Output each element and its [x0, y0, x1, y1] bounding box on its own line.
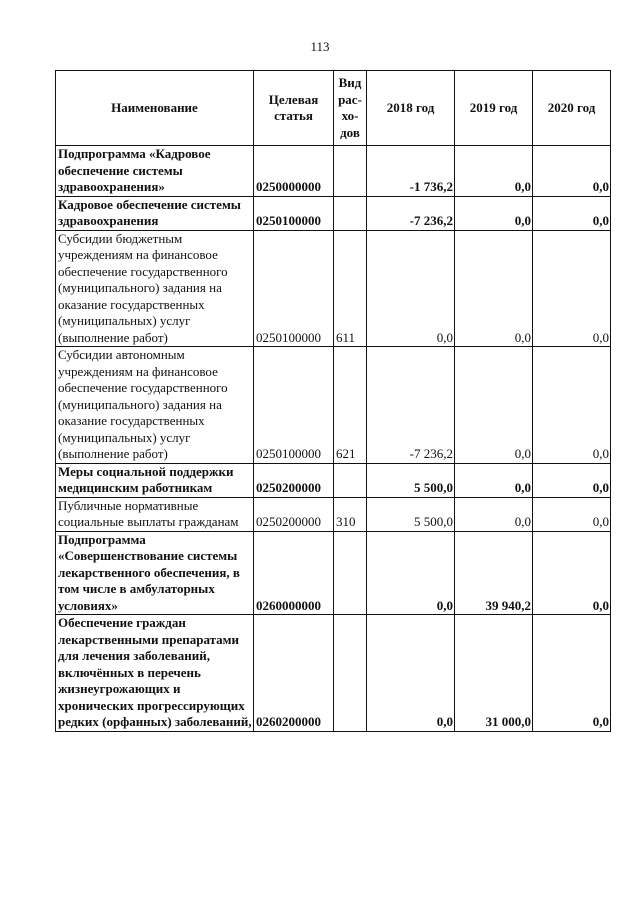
row-target: 0250000000: [254, 146, 334, 197]
row-2018: -1 736,2: [367, 146, 455, 197]
header-kind: Вид рас-хо-дов: [334, 71, 367, 146]
row-name: Подпрограмма «Совершенствование системы лекарственного обеспечения, в том числе в амбулаторных условиях»: [56, 531, 254, 615]
row-2019: 0,0: [455, 463, 533, 497]
table-header: [56, 71, 611, 146]
row-target: 0260000000: [254, 531, 334, 615]
header-2020: 2020 год: [533, 71, 611, 146]
row-name: Меры социальной поддержки медицинским работникам: [56, 463, 254, 497]
row-2019: 0,0: [455, 146, 533, 197]
row-2019: 0,0: [455, 230, 533, 347]
row-2019: 0,0: [455, 497, 533, 531]
header-name: Наименование: [56, 71, 254, 146]
budget-table: [55, 70, 611, 732]
row-name: Субсидии бюджетным учреждениям на финансовое обеспечение государственного (муниципального) задания на оказание государственных (муниципальных) услуг (выполнение работ): [56, 230, 254, 347]
table-row: [56, 497, 611, 531]
row-2020: 0,0: [533, 146, 611, 197]
row-target: 0260200000: [254, 615, 334, 732]
table-row: [56, 146, 611, 197]
row-kind: 621: [334, 347, 367, 464]
row-2019: 0,0: [455, 347, 533, 464]
row-target: 0250100000: [254, 230, 334, 347]
table-body: [56, 146, 611, 732]
row-target: 0250200000: [254, 497, 334, 531]
row-target: 0250100000: [254, 196, 334, 230]
row-2020: 0,0: [533, 230, 611, 347]
page-number: 113: [310, 39, 330, 54]
row-name: Подпрограмма «Кадровое обеспечение системы здравоохранения»: [56, 146, 254, 197]
row-2019: 39 940,2: [455, 531, 533, 615]
row-2019: 31 000,0: [455, 615, 533, 732]
row-kind: [334, 196, 367, 230]
row-2019: 0,0: [455, 196, 533, 230]
row-name: Публичные нормативные социальные выплаты гражданам: [56, 497, 254, 531]
table-row: [56, 463, 611, 497]
row-kind: [334, 531, 367, 615]
row-kind: 310: [334, 497, 367, 531]
row-2020: 0,0: [533, 196, 611, 230]
row-2020: 0,0: [533, 463, 611, 497]
row-target: 0250100000: [254, 347, 334, 464]
header-2018: 2018 год: [367, 71, 455, 146]
row-kind: [334, 463, 367, 497]
row-2018: 0,0: [367, 230, 455, 347]
row-2018: 5 500,0: [367, 497, 455, 531]
table-row: [56, 531, 611, 615]
row-2020: 0,0: [533, 497, 611, 531]
row-kind: [334, 146, 367, 197]
row-kind: 611: [334, 230, 367, 347]
row-2018: 0,0: [367, 531, 455, 615]
table-row: [56, 615, 611, 732]
row-name: Субсидии автономным учреждениям на финансовое обеспечение государственного (муниципального) задания на оказание государственных (муниципальных) услуг (выполнение работ): [56, 347, 254, 464]
row-2018: -7 236,2: [367, 196, 455, 230]
header-2019: 2019 год: [455, 71, 533, 146]
row-2018: 0,0: [367, 615, 455, 732]
row-2018: 5 500,0: [367, 463, 455, 497]
row-2020: 0,0: [533, 347, 611, 464]
row-name: Обеспечение граждан лекарственными препаратами для лечения заболеваний, включённых в перечень жизнеугрожающих и хронических прогрессирующих редких (орфанных) заболеваний,: [56, 615, 254, 732]
row-2020: 0,0: [533, 531, 611, 615]
table-row: [56, 347, 611, 464]
header-row: [56, 71, 611, 146]
table-row: [56, 230, 611, 347]
row-kind: [334, 615, 367, 732]
header-target: Целевая статья: [254, 71, 334, 146]
row-2018: -7 236,2: [367, 347, 455, 464]
row-2020: 0,0: [533, 615, 611, 732]
table-row: [56, 196, 611, 230]
row-name: Кадровое обеспечение системы здравоохранения: [56, 196, 254, 230]
row-target: 0250200000: [254, 463, 334, 497]
